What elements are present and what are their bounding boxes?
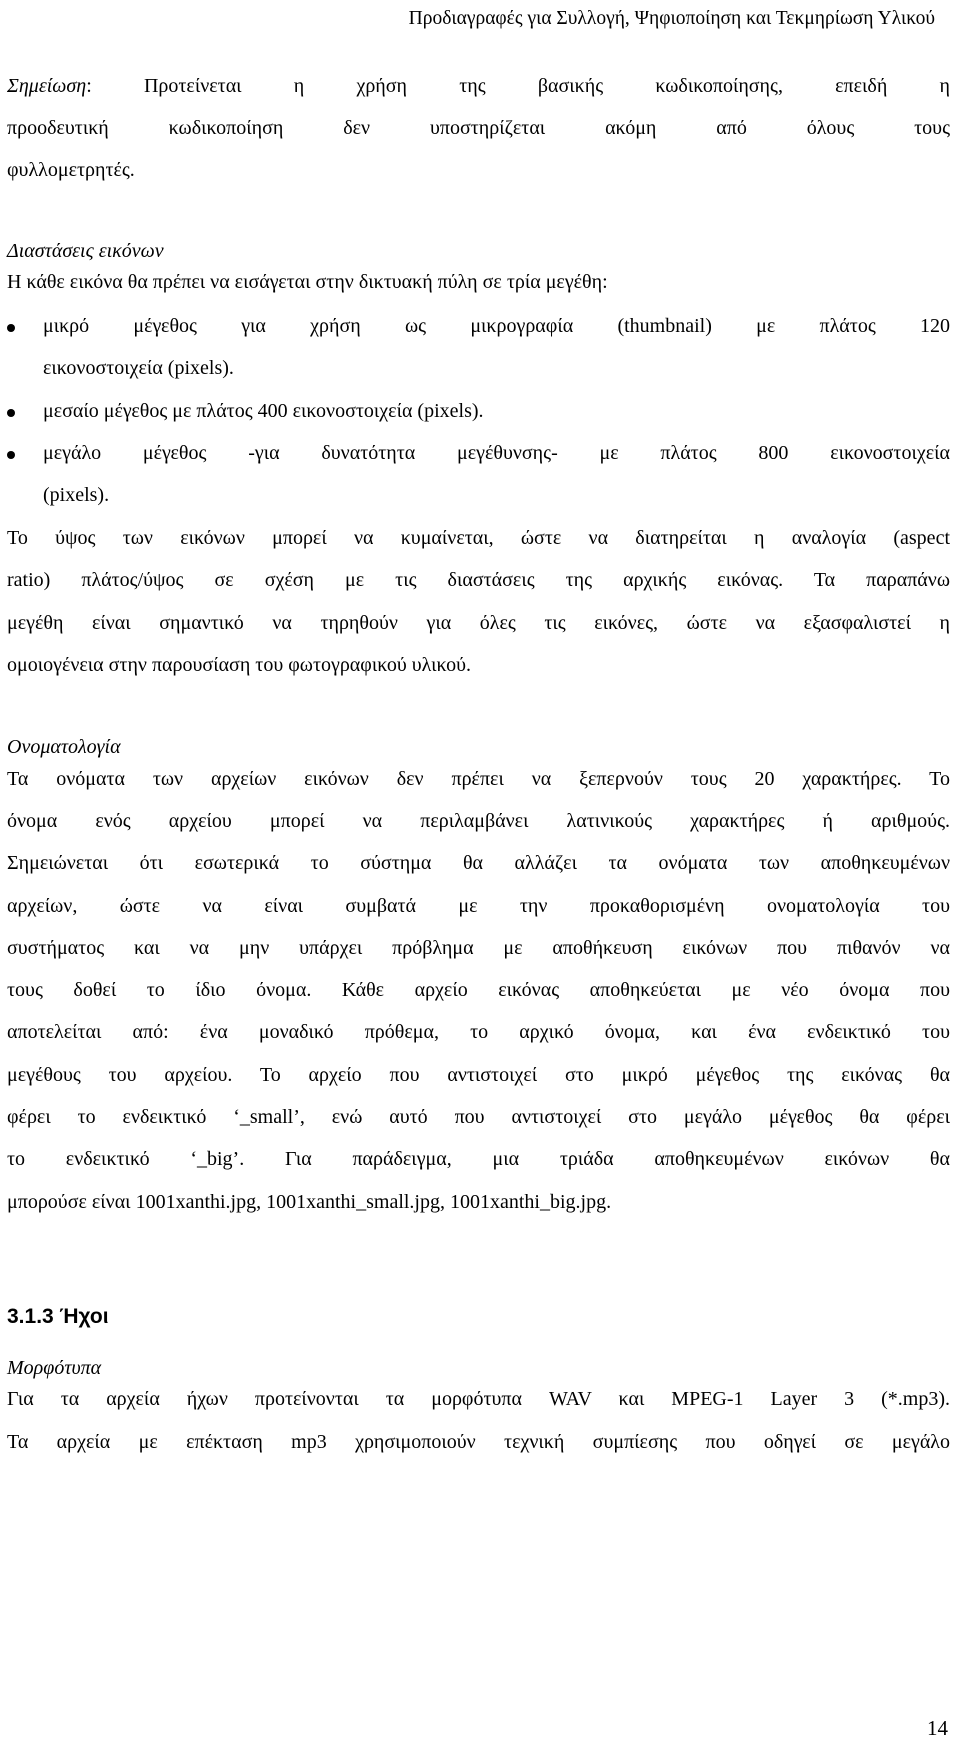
- formats-line: Τα αρχεία με επέκταση mp3 χρησιμοποιούν τεχνική συμπίεσης που οδηγεί σε μεγάλο: [7, 1431, 950, 1453]
- dimensions-para-line: ομοιογένεια στην παρουσίαση του φωτογραφικού υλικού.: [7, 654, 472, 676]
- naming-para-line: αρχείων, ώστε να είναι συμβατά με την προκαθορισμένη ονοματολογία του: [7, 895, 950, 917]
- page-header: Προδιαγραφές για Συλλογή, Ψηφιοποίηση και Τεκμηρίωση Υλικού: [408, 8, 935, 29]
- dimensions-para-line: Το ύψος των εικόνων μπορεί να κυμαίνεται, ώστε να διατηρείται η αναλογία (aspect: [7, 527, 950, 549]
- naming-para-line: όνομα ενός αρχείου μπορεί να περιλαμβάνει λατινικούς χαρακτήρες ή αριθμούς.: [7, 810, 950, 832]
- note-line-3: φυλλομετρητές.: [7, 159, 135, 181]
- naming-para-line: φέρει το ενδεικτικό ‘_small’, ενώ αυτό που αντιστοιχεί στο μεγάλο μέγεθος θα φέρει: [7, 1106, 950, 1128]
- formats-heading: Μορφότυπα: [7, 1357, 102, 1379]
- naming-para-line: μεγέθους του αρχείου. Το αρχείο που αντιστοιχεί στο μικρό μέγεθος της εικόνας θα: [7, 1064, 950, 1086]
- naming-para-line: τους δοθεί το ίδιο όνομα. Κάθε αρχείο εικόνας αποθηκεύεται με νέο όνομα που: [7, 979, 950, 1001]
- bullet-dot: [7, 409, 15, 417]
- note-line-2: προοδευτική κωδικοποίηση δεν υποστηρίζεται ακόμη από όλους τους: [7, 117, 950, 139]
- formats-line: Για τα αρχεία ήχων προτείνονται τα μορφότυπα WAV και MPEG-1 Layer 3 (*.mp3).: [7, 1388, 950, 1410]
- bullet-text: μεγάλο μέγεθος -για δυνατότητα μεγέθυνσης- με πλάτος 800 εικονοστοιχεία: [43, 442, 950, 464]
- dimensions-para-line: ratio) πλάτος/ύψος σε σχέση με τις διαστάσεις της αρχικής εικόνας. Τα παραπάνω: [7, 569, 950, 591]
- naming-para-line: Σημειώνεται ότι εσωτερικά το σύστημα θα αλλάζει τα ονόματα των αποθηκευμένων: [7, 852, 950, 874]
- bullet-dot: [7, 324, 15, 332]
- bullet-text-continued: εικονοστοιχεία (pixels).: [43, 357, 234, 379]
- naming-para-line: Τα ονόματα των αρχείων εικόνων δεν πρέπει να ξεπερνούν τους 20 χαρακτήρες. Το: [7, 768, 950, 790]
- bullet-text: μικρό μέγεθος για χρήση ως μικρογραφία (thumbnail) με πλάτος 120: [43, 315, 950, 337]
- note-line-1: [7, 75, 950, 98]
- note-label: Σημείωση: [7, 75, 87, 97]
- bullet-dot: [7, 451, 15, 459]
- naming-para-line: συστήματος και να μην υπάρχει πρόβλημα με αποθήκευση εικόνων που πιθανόν να: [7, 937, 950, 959]
- bullet-text: μεσαίο μέγεθος με πλάτος 400 εικονοστοιχεία (pixels).: [43, 400, 484, 422]
- page-number: 14: [927, 1716, 948, 1740]
- section-heading: 3.1.3 Ήχοι: [7, 1305, 109, 1328]
- naming-heading: Ονοματολογία: [7, 736, 121, 758]
- dimensions-heading: Διαστάσεις εικόνων: [7, 240, 164, 262]
- naming-para-line: αποτελείται από: ένα μοναδικό πρόθεμα, το αρχικό όνομα, και ένα ενδεικτικό του: [7, 1021, 950, 1043]
- bullet-text-continued: (pixels).: [43, 484, 110, 506]
- dimensions-para-line: μεγέθη είναι σημαντικό να τηρηθούν για όλες τις εικόνες, ώστε να εξασφαλιστεί η: [7, 612, 950, 634]
- dimensions-intro: Η κάθε εικόνα θα πρέπει να εισάγεται στην δικτυακή πύλη σε τρία μεγέθη:: [7, 271, 608, 293]
- naming-para-line: μπορούσε είναι 1001xanthi.jpg, 1001xanthi_small.jpg, 1001xanthi_big.jpg.: [7, 1191, 612, 1213]
- naming-para-line: το ενδεικτικό ‘_big’. Για παράδειγμα, μια τριάδα αποθηκευμένων εικόνων θα: [7, 1148, 950, 1170]
- note-line-1-text: : Προτείνεται η χρήση της βασικής κωδικοποίησης, επειδή η: [86, 75, 950, 97]
